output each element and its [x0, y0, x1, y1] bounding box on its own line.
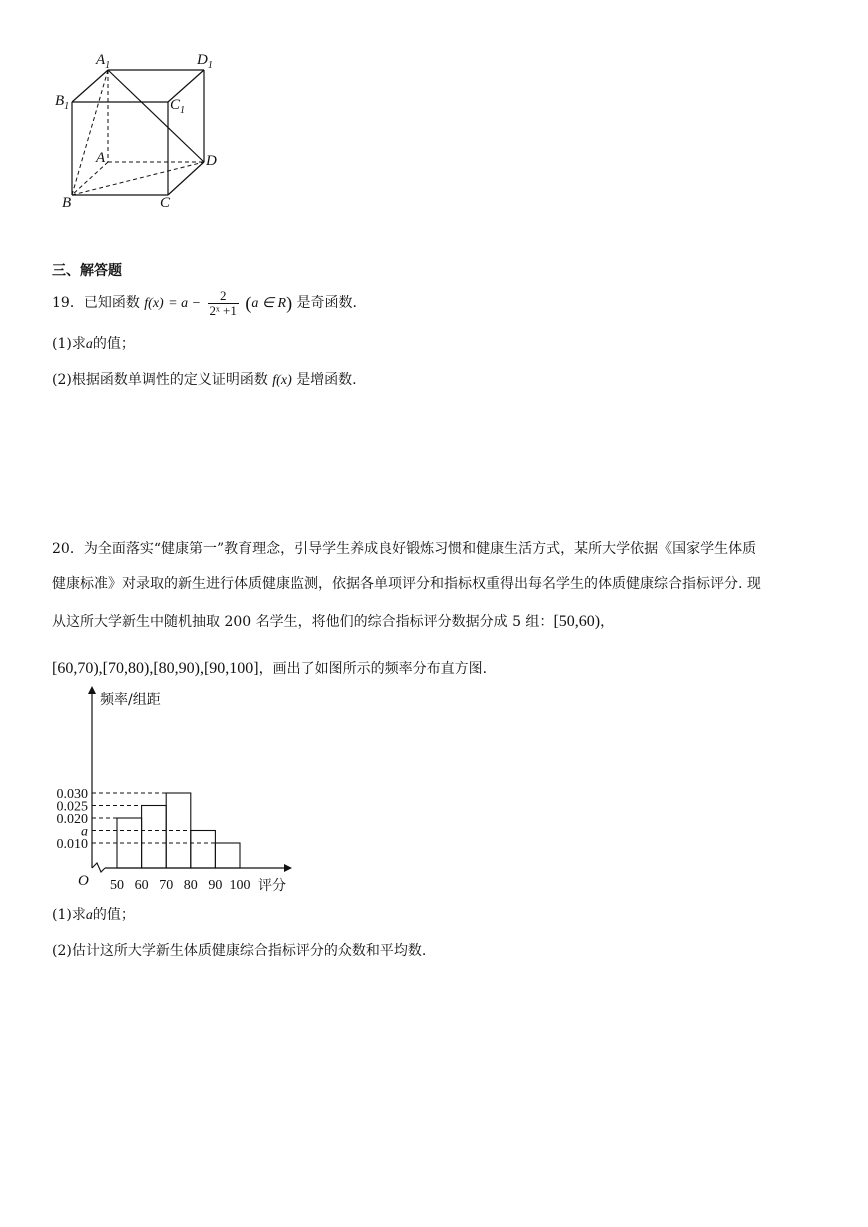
x-axis-arrow [284, 864, 292, 872]
y-tick-label: 0.030 [56, 787, 88, 802]
y-tick-label: 0.020 [56, 812, 88, 827]
x-tick-label: 50 [110, 878, 124, 893]
y-tick-label: 0.010 [56, 837, 88, 852]
vertex-label-c1: $C_1$ [170, 97, 186, 116]
y-axis-label: 频率/组距 [100, 692, 161, 708]
vertex-label-c: C [160, 195, 171, 211]
vertex-label-a: A [96, 150, 106, 166]
q20-line3: 从这所大学新生中随机抽取 200 名学生，将他们的综合指标评分数据分成 5 组：[50,60)， [52, 613, 615, 630]
q19-frac-num: 2 [208, 289, 239, 304]
q19-fraction [208, 289, 239, 318]
y-axis-arrow [88, 686, 96, 694]
histogram-bar [142, 806, 167, 869]
q19-fx: f(x) [144, 296, 164, 311]
axis-break [92, 863, 105, 872]
q20-part2: (2)估计这所大学新生体质健康综合指标评分的众数和平均数. [52, 943, 427, 959]
y-tick-label: a [81, 824, 88, 840]
x-tick-label: 90 [208, 878, 223, 893]
q20-line1: 20．为全面落实“健康第一”教育理念，引导学生养成良好锻炼习惯和健康生活方式，某所大学依据《国家学生体质 [52, 541, 757, 557]
histogram-bar [215, 843, 240, 868]
x-axis-label: 评分 [258, 878, 286, 894]
vertex-label-d: D [206, 153, 217, 169]
vertex-label-d1: $D_1$ [197, 52, 213, 71]
x-tick-label: 60 [134, 878, 149, 893]
diagonal-a1-d [108, 70, 204, 162]
q20-intervals: [60,70),[70,80),[80,90),[90,100] [52, 660, 259, 677]
histogram-bar [191, 831, 216, 869]
q19-eq: = a − [168, 296, 202, 311]
hidden-diagonal-a1-b [72, 70, 108, 195]
edge-c-d [168, 162, 204, 195]
q19-condition: a ∈ R [251, 296, 287, 311]
q19-part1: (1)求a的值； [52, 336, 135, 352]
vertex-label-a1: $A_1$ [96, 52, 111, 71]
q20-line4: [60,70),[70,80),[80,90),[90,100]，画出了如图所示的频率分布直方图. [52, 660, 488, 677]
frequency-histogram [40, 684, 310, 899]
hidden-diagonal-b-d [72, 162, 204, 195]
section-heading: 三、解答题 [52, 263, 122, 279]
vertex-label-b1: $B_1$ [55, 93, 70, 112]
origin-label: O [78, 873, 89, 889]
x-tick-label: 70 [159, 878, 174, 893]
q20-interval0: [50,60) [553, 613, 601, 630]
q19-tail: 是奇函数. [296, 295, 357, 311]
x-tick-label: 80 [183, 878, 198, 893]
x-tick-label: 100 [229, 878, 251, 893]
vertex-label-b: B [62, 195, 72, 211]
q20-part1: (1)求a的值； [52, 907, 135, 923]
edge-a1-b1 [72, 70, 108, 102]
q19-frac-den: 2ˣ +1 [209, 302, 237, 318]
q19-stem: 19．已知函数 f(x) = a − $\frac{2}{\text{2ˣ +1}}$ (a ∈ R) 是奇函数. [52, 287, 357, 318]
q20-line2: 健康标准》对录取的新生进行体质健康监测，依据各单项评分和指标权重得出每名学生的体质健康综合指标评分. 现 [52, 576, 761, 592]
q19-part2: (2)根据函数单调性的定义证明函数 f(x) 是增函数. [52, 372, 357, 388]
q19-number: 19．已知函数 [52, 295, 140, 311]
y-tick-label: 0.025 [56, 799, 88, 815]
